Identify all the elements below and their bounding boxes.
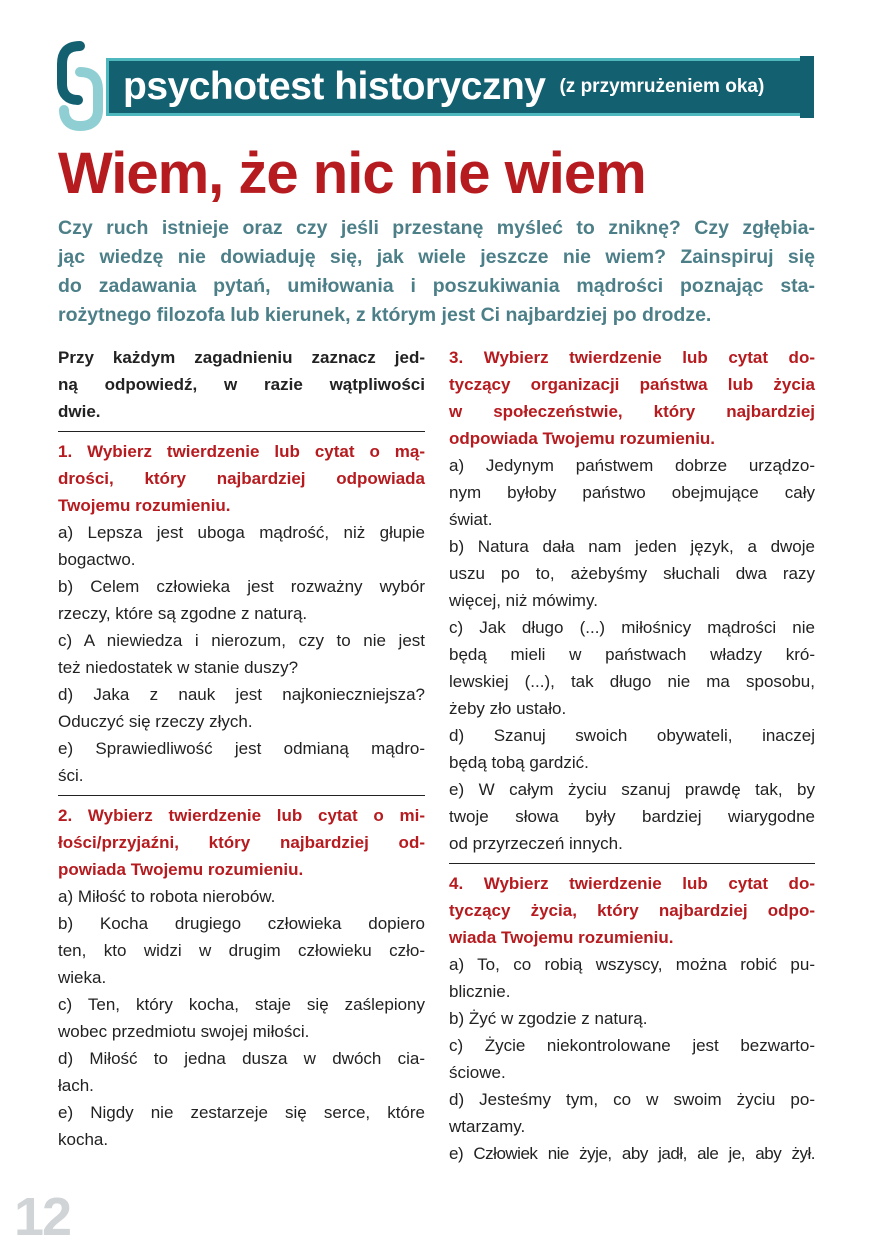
page-number: 12	[14, 1187, 71, 1247]
option-line: ten, kto widzi w drugim człowieku czło-	[58, 941, 425, 960]
answer-option-c[interactable]	[449, 614, 815, 722]
option-line: wobec przedmiotu swojej miłości.	[58, 1022, 310, 1041]
option-line: d) Jaka z nauk jest najkonieczniejsza?	[58, 685, 425, 704]
chain-logo-icon	[56, 40, 104, 132]
answer-option-a[interactable]	[449, 452, 815, 533]
option-line: więcej, niż mówimy.	[449, 591, 598, 610]
option-line: b) Natura dała nam jeden język, a dwoje	[449, 537, 815, 556]
question-title	[449, 870, 815, 951]
question-title-line: 2. Wybierz twierdzenie lub cytat o mi-	[58, 806, 425, 825]
question-title	[58, 802, 425, 883]
option-line: d) Jesteśmy tym, co w swoim życiu po-	[449, 1090, 815, 1109]
instructions-line: Przy każdym zagadnieniu zaznacz jed-	[58, 348, 425, 367]
answer-option-b[interactable]	[58, 910, 425, 991]
answer-option-a[interactable]	[58, 519, 425, 573]
option-line: ści.	[58, 766, 84, 785]
answer-option-e[interactable]	[449, 776, 815, 857]
instructions-line: dwie.	[58, 402, 101, 421]
option-line: łach.	[58, 1076, 94, 1095]
lead-paragraph	[58, 214, 815, 330]
option-line: bogactwo.	[58, 550, 136, 569]
answer-option-a[interactable]	[449, 951, 815, 1005]
lead-line: jąc wiedzę nie dowiaduję się, jak wiele jeszcze nie wiem? Zainspiruj się	[58, 246, 815, 268]
instructions-line: ną odpowiedź, w razie wątpliwości	[58, 375, 425, 394]
question-title-line: 3. Wybierz twierdzenie lub cytat do-	[449, 348, 815, 367]
option-line: nym byłoby państwo obejmujące cały	[449, 483, 815, 502]
option-line: wtarzamy.	[449, 1117, 526, 1136]
option-line: b) Celem człowieka jest rozważny wybór	[58, 577, 425, 596]
question-title-line: łości/przyjaźni, który najbardziej od-	[58, 833, 425, 852]
answer-option-c[interactable]	[58, 627, 425, 681]
option-line: a) Jedynym państwem dobrze urządzo-	[449, 456, 815, 475]
header-banner	[106, 58, 800, 116]
option-line: e) W całym życiu szanuj prawdę tak, by	[449, 780, 815, 799]
answer-option-e[interactable]	[58, 735, 425, 789]
option-line: żeby zło ustało.	[449, 699, 567, 718]
answer-option-d[interactable]	[449, 1086, 815, 1140]
option-line: b) Żyć w zgodzie z naturą.	[449, 1009, 648, 1028]
option-line: rzeczy, które są zgodne z naturą.	[58, 604, 308, 623]
option-line: e) Człowiek nie żyje, aby jadł, ale je, aby żył.	[449, 1144, 815, 1163]
option-line: Oduczyć się rzeczy złych.	[58, 712, 253, 731]
question-title-line: odpowiada Twojemu rozumieniu.	[449, 429, 716, 448]
question-title-line: wiada Twojemu rozumieniu.	[449, 928, 674, 947]
option-line: c) A niewiedza i nierozum, czy to nie jest	[58, 631, 425, 650]
option-line: d) Szanuj swoich obywateli, inaczej	[449, 726, 815, 745]
answer-option-e[interactable]	[449, 1140, 815, 1167]
question-3	[449, 344, 815, 857]
header-title: psychotest historyczny	[123, 65, 546, 108]
option-line: uszu po to, ażebyśmy słuchali dwa razy	[449, 564, 815, 583]
question-title-line: powiada Twojemu rozumieniu.	[58, 860, 304, 879]
option-line: będą tobą gardzić.	[449, 753, 589, 772]
banner-end-cap	[800, 56, 814, 118]
lead-line: rożytnego filozofa lub kierunek, z którym jest Ci najbardziej po drodze.	[58, 304, 712, 326]
question-title	[449, 344, 815, 452]
right-column	[449, 344, 815, 1167]
question-title-line: tyczący organizacji państwa lub życia	[449, 375, 815, 394]
answer-option-a[interactable]	[58, 883, 425, 910]
question-title	[58, 438, 425, 519]
answer-option-d[interactable]	[449, 722, 815, 776]
question-title-line: drości, który najbardziej odpowiada	[58, 469, 425, 488]
answer-option-d[interactable]	[58, 681, 425, 735]
option-line: blicznie.	[449, 982, 511, 1001]
option-line: e) Sprawiedliwość jest odmianą mądro-	[58, 739, 425, 758]
question-title-line: w społeczeństwie, który najbardziej	[449, 402, 815, 421]
answer-option-c[interactable]	[449, 1032, 815, 1086]
answer-option-c[interactable]	[58, 991, 425, 1045]
option-line: d) Miłość to jedna dusza w dwóch cia-	[58, 1049, 425, 1068]
option-line: wieka.	[58, 968, 107, 987]
option-line: a) To, co robią wszyscy, można robić pu-	[449, 955, 815, 974]
option-line: twoje słowa były bardziej wiarygodne	[449, 807, 815, 826]
question-1	[58, 431, 425, 789]
question-title-line: 1. Wybierz twierdzenie lub cytat o mą-	[58, 442, 425, 461]
option-line: świat.	[449, 510, 493, 529]
option-line: c) Życie niekontrolowane jest bezwarto-	[449, 1036, 815, 1055]
question-title-line: 4. Wybierz twierdzenie lub cytat do-	[449, 874, 815, 893]
answer-option-b[interactable]	[58, 573, 425, 627]
answer-option-b[interactable]	[449, 1005, 815, 1032]
question-4	[449, 863, 815, 1167]
option-line: od przyrzeczeń innych.	[449, 834, 623, 853]
instructions	[58, 344, 425, 425]
lead-line: Czy ruch istnieje oraz czy jeśli przestanę myśleć to zniknę? Czy zgłębia-	[58, 217, 815, 239]
lead-line: do zadawania pytań, umiłowania i poszukiwania mądrości poznając sta-	[58, 275, 815, 297]
question-title-line: tyczący życia, który najbardziej odpo-	[449, 901, 815, 920]
option-line: lewskiej (...), tak długo nie ma sposobu,	[449, 672, 815, 691]
option-line: b) Kocha drugiego człowieka dopiero	[58, 914, 425, 933]
header-subtitle: (z przymrużeniem oka)	[559, 76, 765, 97]
answer-option-e[interactable]	[58, 1099, 425, 1153]
question-2	[58, 795, 425, 1153]
option-line: a) Lepsza jest uboga mądrość, niż głupie	[58, 523, 425, 542]
left-column	[58, 344, 425, 1153]
option-line: będą mieli w państwach władzy kró-	[449, 645, 815, 664]
option-line: a) Miłość to robota nierobów.	[58, 887, 276, 906]
option-line: kocha.	[58, 1130, 109, 1149]
option-line: c) Ten, który kocha, staje się zaślepiony	[58, 995, 425, 1014]
answer-option-d[interactable]	[58, 1045, 425, 1099]
answer-option-b[interactable]	[449, 533, 815, 614]
question-title-line: Twojemu rozumieniu.	[58, 496, 231, 515]
option-line: ściowe.	[449, 1063, 506, 1082]
option-line: też niedostatek w stanie duszy?	[58, 658, 299, 677]
page-title: Wiem, że nic nie wiem	[58, 141, 646, 206]
option-line: c) Jak długo (...) miłośnicy mądrości nie	[449, 618, 815, 637]
option-line: e) Nigdy nie zestarzeje się serce, które	[58, 1103, 425, 1122]
